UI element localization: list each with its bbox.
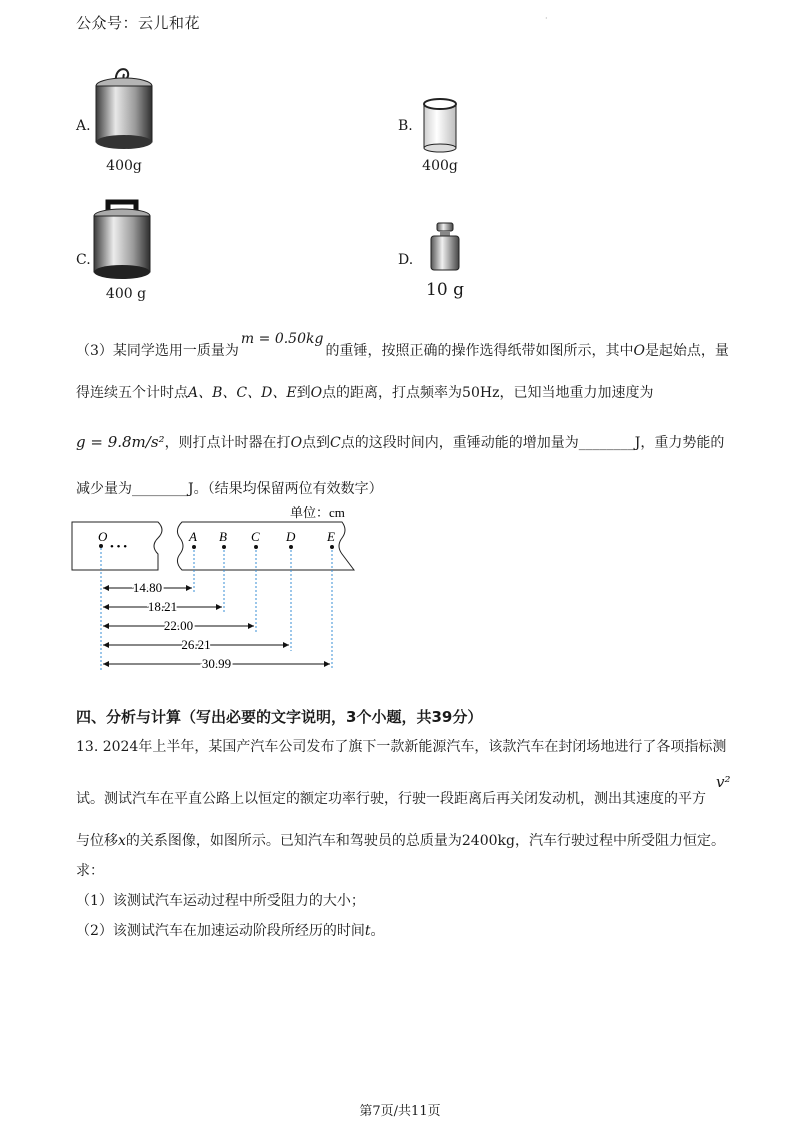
q3-line-1: （3）某同学选用一质量为m = 0.50kg的重锤，按照正确的操作选得纸带如图所示，其中O是起始点，量 <box>76 331 729 359</box>
weight-with-handle-icon <box>92 194 156 282</box>
q3-line-3: g = 9.8m/s²，则打点计时器在打O点到C点的这段时间内，重锤动能的增加量为________J，重力势能的 <box>76 433 725 451</box>
point-dot-e <box>330 545 334 549</box>
distance-label-d: 26.21 <box>181 637 211 652</box>
arrowhead-right-c <box>248 623 254 629</box>
origin-label: O <box>98 529 108 544</box>
arrowhead-right-b <box>216 604 222 610</box>
header-mark: · <box>545 14 548 23</box>
option-c-mass: 400 g <box>105 286 147 302</box>
arrowhead-left-d <box>103 642 109 648</box>
distance-label-e: 30.99 <box>201 656 232 671</box>
point-dot-a <box>192 545 196 549</box>
page-number: 第7页/共11页 <box>359 1104 441 1119</box>
arrowhead-left-e <box>103 661 109 667</box>
option-b-label: B. <box>398 118 413 134</box>
point-label-c: C <box>251 529 260 544</box>
option-c-label: C. <box>76 252 91 268</box>
distance-label-b: 18.21 <box>147 599 178 614</box>
option-b-mass: 400g <box>422 158 458 174</box>
mass-formula: m = 0.50kg <box>240 331 324 347</box>
arrowhead-left-b <box>103 604 109 610</box>
q13-line-1: 13. 2024年上半年，某国产汽车公司发布了旗下一款新能源汽车，该款汽车在封闭场地进行了各项指标测 <box>76 739 727 755</box>
option-d-label: D. <box>398 252 414 268</box>
small-weight-icon <box>428 220 462 274</box>
section-4-title: 四、分析与计算（写出必要的文字说明，3个小题，共39分） <box>76 708 483 726</box>
point-label-d: D <box>286 529 296 544</box>
g-formula: g = 9.8m/s² <box>76 433 165 451</box>
arrowhead-right-a <box>186 585 192 591</box>
account-header: 公众号：云儿和花 <box>76 14 201 32</box>
cylinder-weight-icon <box>420 96 460 154</box>
q13-sub-2: （2）该测试汽车在加速运动阶段所经历的时间t。 <box>76 923 385 939</box>
dots-label: • • • <box>110 541 128 553</box>
option-a-label: A. <box>76 118 91 134</box>
option-d-mass: 10 g <box>426 280 464 300</box>
arrowhead-left-c <box>103 623 109 629</box>
option-a-mass: 400g <box>106 158 142 174</box>
origin-dot <box>99 544 103 548</box>
unit-label: 单位：cm <box>290 505 345 520</box>
distance-label-a: 14.80 <box>132 580 163 595</box>
q13-line-3: 与位移x的关系图像，如图所示。已知汽车和驾驶员的总质量为2400kg，汽车行驶过程中所受阻力恒定。 <box>76 833 725 849</box>
point-dot-d <box>289 545 293 549</box>
v-squared-symbol: v² <box>716 773 731 791</box>
point-label-a: A <box>189 529 197 544</box>
q13-line-4: 求： <box>76 863 104 879</box>
arrowhead-right-e <box>324 661 330 667</box>
q13-line-2: 试。测试汽车在平直公路上以恒定的额定功率行驶，行驶一段距离后再关闭发动机，测出其速度的平方 <box>76 791 706 807</box>
weight-with-ring-icon <box>92 60 156 152</box>
distance-label-c: 22.00 <box>163 618 194 633</box>
arrowhead-left-a <box>103 585 109 591</box>
paper-tape-diagram <box>70 500 370 680</box>
point-label-e: E <box>327 529 335 544</box>
q3-line-4: 减少量为________J。（结果均保留两位有效数字） <box>76 481 383 497</box>
point-label-b: B <box>219 529 227 544</box>
q13-sub-1: （1）该测试汽车运动过程中所受阻力的大小； <box>76 893 365 909</box>
point-dot-c <box>254 545 258 549</box>
arrowhead-right-d <box>283 642 289 648</box>
point-dot-b <box>222 545 226 549</box>
q3-line-2: 得连续五个计时点A、B、C、D、E到O点的距离，打点频率为50Hz，已知当地重力加速度为 <box>76 385 654 401</box>
